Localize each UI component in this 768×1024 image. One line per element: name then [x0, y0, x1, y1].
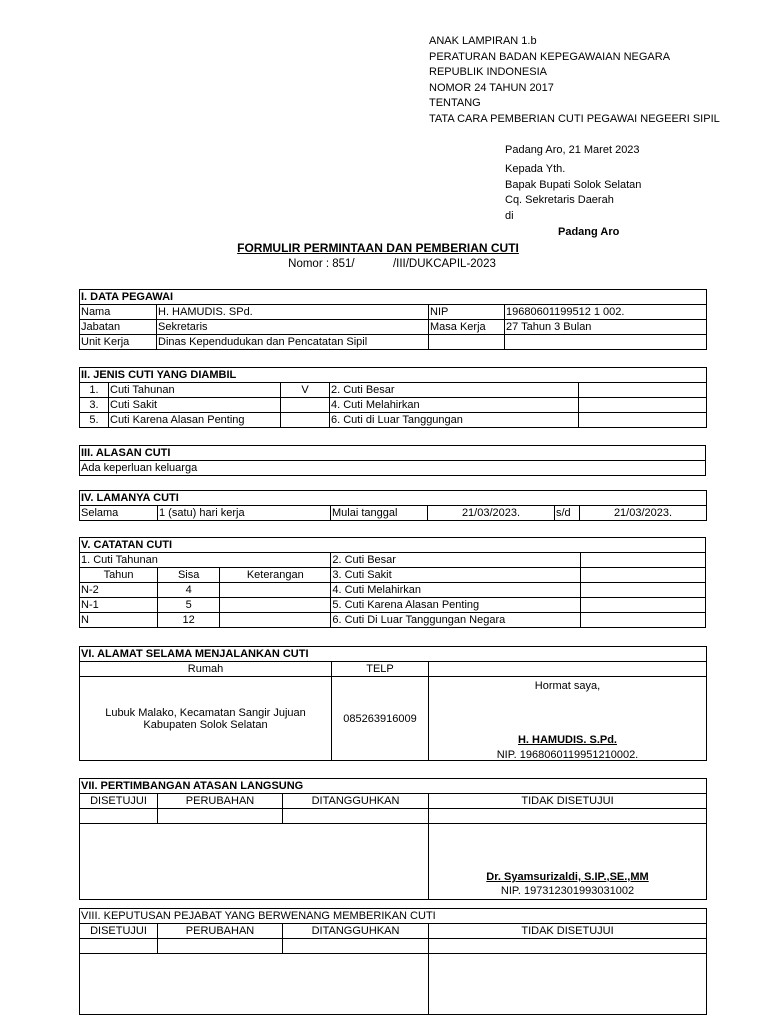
leave-check [281, 413, 330, 428]
section-leave-record [79, 537, 706, 628]
employee-name: H. HAMUDIS. SPd. [157, 305, 429, 320]
section-title: V. CATATAN CUTI [80, 538, 706, 553]
record-remaining: 5 [158, 598, 220, 613]
section-official-decision [79, 908, 707, 1015]
record-year: N-2 [80, 583, 158, 598]
record-year: N-1 [80, 598, 158, 613]
col-postponed: DITANGGUHKAN [283, 924, 429, 939]
leave-type: Cuti Karena Alasan Penting [109, 413, 281, 428]
section-title: III. ALASAN CUTI [80, 446, 706, 461]
record-type: 2. Cuti Besar [331, 553, 580, 568]
checkbox-changed[interactable] [158, 939, 283, 954]
address-line: Kabupaten Solok Selatan [143, 718, 268, 731]
closing: Hormat saya, [534, 680, 601, 692]
section-title: II. JENIS CUTI YANG DIAMBIL [80, 368, 707, 383]
record-type: 6. Cuti Di Luar Tanggungan Negara [331, 613, 580, 628]
header-line: TATA CARA PEMBERIAN CUTI PEGAWAI NEGEERI SIPIL [429, 112, 720, 125]
label-phone: TELP [332, 662, 429, 677]
addressee-line: Bapak Bupati Solok Selatan [505, 178, 642, 191]
section-title: I. DATA PEGAWAI [80, 290, 707, 305]
employee-position: Sekretaris [157, 320, 429, 335]
section-title: VII. PERTIMBANGAN ATASAN LANGSUNG [80, 779, 707, 794]
header-line: REPUBLIK INDONESIA [429, 66, 547, 78]
record-type: 4. Cuti Melahirkan [331, 583, 580, 598]
leave-type: 6. Cuti di Luar Tanggungan [330, 413, 579, 428]
annual-leave-label: 1. Cuti Tahunan [80, 553, 331, 568]
header-line: TENTANG [429, 97, 481, 109]
form-number: Nomor : 851/ /III/DUKCAPIL-2023 [288, 258, 496, 270]
header-year: Tahun [80, 568, 158, 583]
official-signature [429, 824, 707, 900]
leave-type: Cuti Tahunan [109, 383, 281, 398]
checkbox-approved[interactable] [80, 809, 158, 824]
label-home: Rumah [80, 662, 332, 677]
label-nip: NIP [429, 305, 505, 320]
start-date: 21/03/2023. [428, 506, 555, 521]
section-supervisor-review [79, 778, 707, 900]
leave-duration: 1 (satu) hari kerja [158, 506, 331, 521]
record-remaining: 4 [158, 583, 220, 598]
record-type: 5. Cuti Karena Alasan Penting [331, 598, 580, 613]
signature-block [429, 677, 707, 761]
checkbox-approved[interactable] [80, 939, 158, 954]
addressee-line: Cq. Sekretaris Daerah [505, 194, 614, 206]
addressee [505, 162, 641, 224]
section-leave-type [79, 367, 707, 428]
leave-phone: 085263916009 [332, 677, 429, 761]
leave-reason: Ada keperluan keluarga [80, 461, 706, 476]
official-nip: NIP. 197312301993031002 [500, 885, 635, 897]
header-line: ANAK LAMPIRAN 1.b [429, 35, 537, 47]
header-line: PERATURAN BADAN KEPEGAWAIAN NEGARA [429, 50, 671, 63]
leave-address [80, 677, 332, 761]
section-leave-duration [79, 490, 707, 521]
section-leave-address [79, 646, 707, 761]
addressee-city: Padang Aro [558, 226, 620, 238]
checkbox-rejected[interactable] [429, 939, 707, 954]
checkbox-changed[interactable] [158, 809, 283, 824]
label-position: Jabatan [80, 320, 157, 335]
col-postponed: DITANGGUHKAN [283, 794, 429, 809]
col-approved: DISETUJUI [80, 924, 158, 939]
employee-nip: 19680601199512 1 002. [505, 305, 707, 320]
employee-service: 27 Tahun 3 Bulan [505, 320, 707, 335]
regulation-header [429, 34, 720, 127]
addressee-line: di [505, 209, 514, 222]
section-title: VIII. KEPUTUSAN PEJABAT YANG BERWENANG MEMBERIKAN CUTI [80, 909, 707, 924]
col-rejected: TIDAK DISETUJUI [429, 794, 707, 809]
label-duration: Selama [80, 506, 158, 521]
label-start-date: Mulai tanggal [331, 506, 428, 521]
label-service: Masa Kerja [429, 320, 505, 335]
section-title: IV. LAMANYA CUTI [80, 491, 707, 506]
signer-nip: NIP. 1968060119951210002. [496, 749, 639, 761]
leave-type: 4. Cuti Melahirkan [330, 398, 579, 413]
record-year: N [80, 613, 158, 628]
official-name: Dr. Syamsurizaldi, S.IP.,SE.,MM [486, 871, 649, 883]
record-type: 3. Cuti Sakit [331, 568, 580, 583]
header-line: NOMOR 24 TAHUN 2017 [429, 81, 554, 94]
leave-number: 5. [80, 413, 109, 428]
checkbox-postponed[interactable] [283, 809, 429, 824]
until-label: s/d [555, 506, 580, 521]
employee-unit: Dinas Kependudukan dan Pencatatan Sipil [157, 335, 429, 350]
leave-number: 1. [80, 383, 109, 398]
leave-number: 3. [80, 398, 109, 413]
leave-check [281, 398, 330, 413]
leave-type: Cuti Sakit [109, 398, 281, 413]
col-approved: DISETUJUI [80, 794, 158, 809]
end-date: 21/03/2023. [580, 506, 707, 521]
col-changed: PERUBAHAN [158, 924, 283, 939]
col-rejected: TIDAK DISETUJUI [429, 924, 707, 939]
place-date: Padang Aro, 21 Maret 2023 [505, 144, 640, 156]
header-notes: Keterangan [220, 568, 331, 583]
leave-check: V [281, 383, 330, 398]
checkbox-rejected[interactable] [429, 809, 707, 824]
record-remaining: 12 [158, 613, 220, 628]
section-title: VI. ALAMAT SELAMA MENJALANKAN CUTI [80, 647, 707, 662]
addressee-line: Kepada Yth. [505, 163, 566, 175]
label-name: Nama [80, 305, 157, 320]
section-leave-reason [79, 445, 706, 476]
header-remaining: Sisa [158, 568, 220, 583]
signer-name: H. HAMUDIS. S.Pd. [517, 734, 617, 746]
form-title: FORMULIR PERMINTAAN DAN PEMBERIAN CUTI [237, 241, 519, 255]
checkbox-postponed[interactable] [283, 939, 429, 954]
col-changed: PERUBAHAN [158, 794, 283, 809]
address-line: Lubuk Malako, Kecamatan Sangir Jujuan [105, 706, 306, 719]
label-unit: Unit Kerja [80, 335, 157, 350]
section-employee-data [79, 289, 707, 350]
leave-type: 2. Cuti Besar [330, 383, 579, 398]
